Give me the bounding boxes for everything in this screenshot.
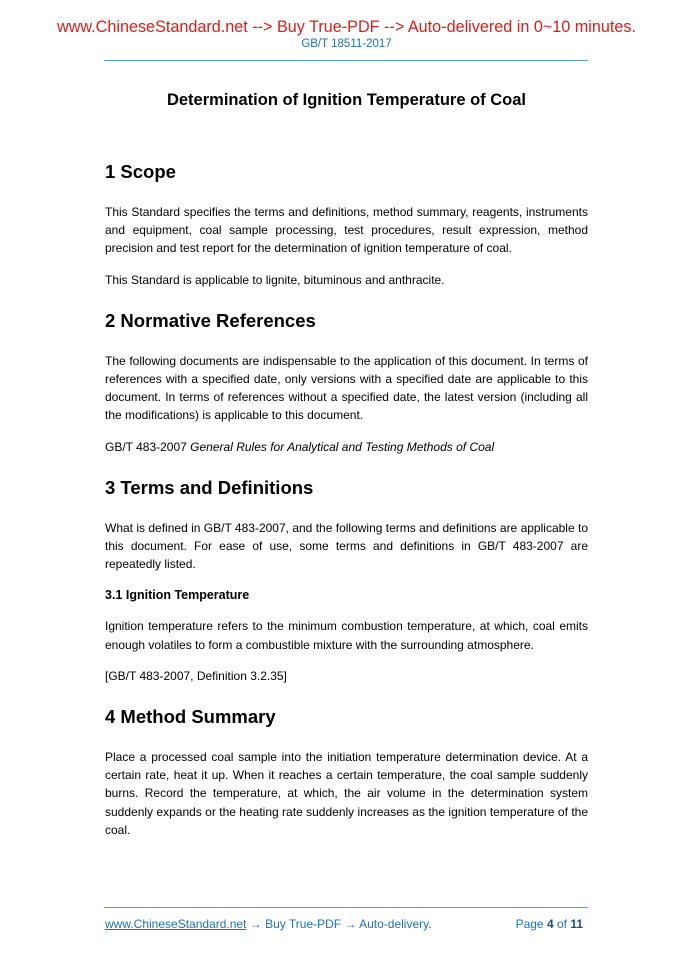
section-heading-normative-references: 2 Normative References	[105, 309, 316, 331]
document-title: Determination of Ignition Temperature of Coal	[166, 91, 527, 109]
standard-code: GB/T 18511-2017	[301, 38, 392, 50]
normative-paragraph: The following documents are indispensable to the application of this document. In terms of references with a specified date, only versions with a specified date are applicable to this document. In terms of references without a specified date, the latest version (including all the modifications) is applicable to this document.	[105, 353, 588, 423]
footer-divider	[104, 907, 588, 908]
section-heading-method-summary: 4 Method Summary	[105, 706, 276, 728]
reference-code: GB/T 483-2007	[105, 439, 191, 454]
footer-tagline: → Buy True-PDF → Auto-delivery.	[246, 917, 432, 931]
subsection-heading-ignition-temperature: 3.1 Ignition Temperature	[105, 588, 250, 603]
top-banner[interactable]: www.ChineseStandard.net --> Buy True-PDF --> Auto-delivered in 0~10 minutes.	[57, 18, 636, 36]
reference-title: General Rules for Analytical and Testing Methods of Coal	[190, 439, 495, 454]
current-page-number: 4	[546, 917, 554, 931]
definition-source: [GB/T 483-2007, Definition 3.2.35]	[105, 668, 287, 683]
section-heading-scope: 1 Scope	[105, 161, 176, 182]
normative-reference-entry	[105, 438, 588, 456]
scope-paragraph-1: This Standard specifies the terms and definitions, method summary, reagents, instruments and equipment, coal sample processing, test procedures, result expression, method precision and test report for the determination of ignition temperature of coal.	[105, 205, 588, 256]
total-pages-number: 11	[570, 917, 583, 931]
footer-site-link[interactable]: www.ChineseStandard.net	[105, 917, 247, 931]
page-footer	[105, 917, 588, 931]
ignition-temperature-definition: Ignition temperature refers to the minimum combustion temperature, at which, coal emits enough volatiles to form a combustible mixture with the surrounding atmosphere.	[105, 619, 588, 652]
header-divider	[104, 60, 588, 61]
document-body	[105, 158, 588, 839]
scope-paragraph-2: This Standard is applicable to lignite, bituminous and anthracite.	[105, 272, 445, 287]
method-paragraph: Place a processed coal sample into the initiation temperature determination device. At a certain rate, heat it up. When it reaches a certain temperature, the coal sample suddenly burns. Record the temperature, at which, the air volume in the determination system suddenly expands or the heating rate suddenly increases as the ignition temperature of the coal.	[105, 750, 588, 837]
page-indicator: Page 4 of 11	[515, 917, 583, 931]
terms-paragraph: What is defined in GB/T 483-2007, and the following terms and definitions are applicable to this document. For ease of use, some terms and definitions in GB/T 483-2007 are repeatedly listed.	[105, 520, 588, 572]
section-heading-terms: 3 Terms and Definitions	[105, 476, 314, 498]
